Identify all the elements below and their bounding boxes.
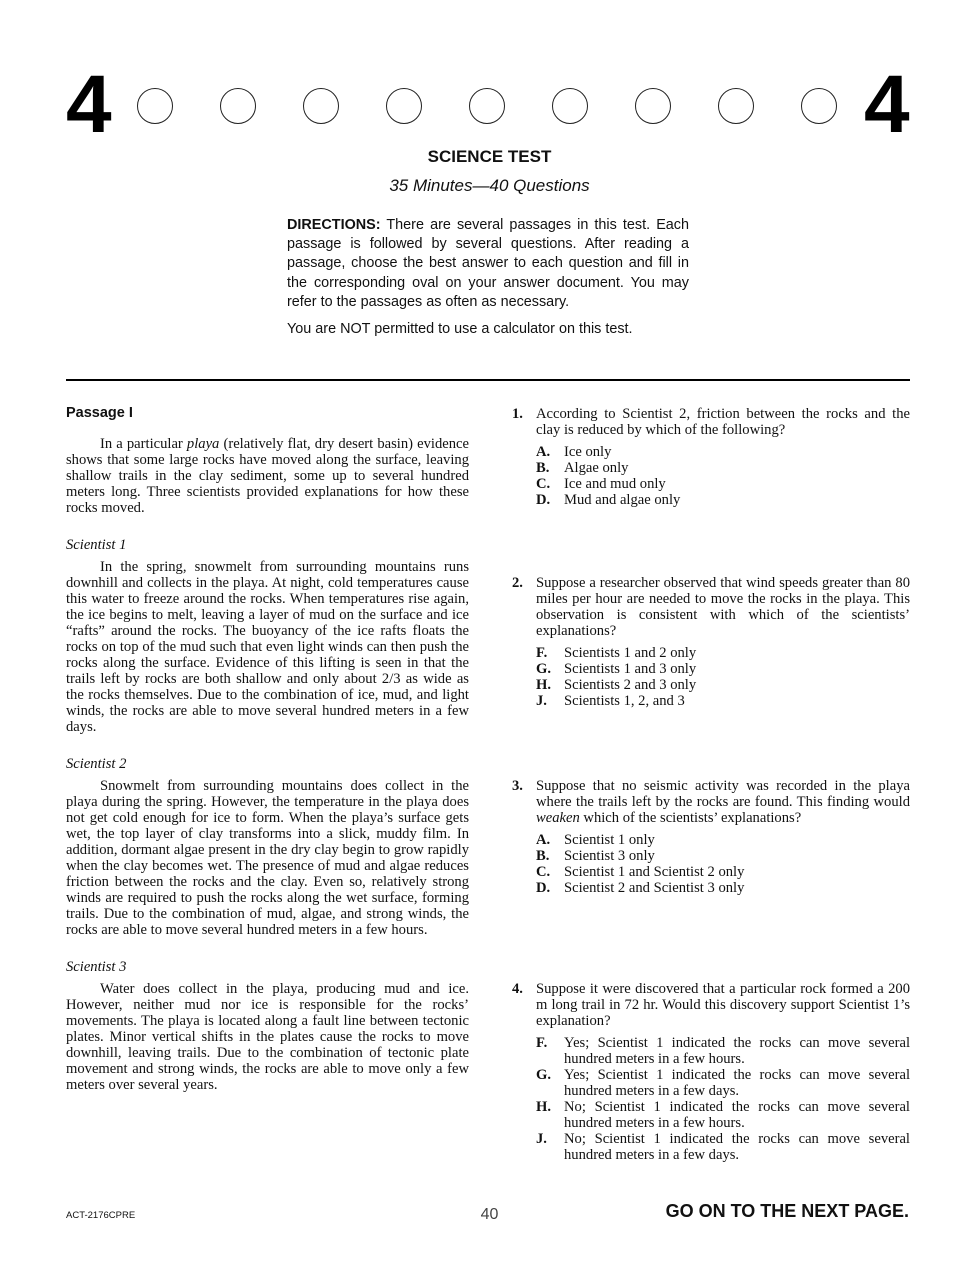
answer-option[interactable] — [536, 832, 910, 848]
option-letter: D. — [536, 880, 551, 896]
option-text: Scientist 1 only — [564, 832, 655, 848]
decorative-oval — [303, 88, 339, 124]
question-number: 2. — [512, 575, 523, 591]
option-text: No; Scientist 1 indicated the rocks can move several hundred meters in a few hours. — [564, 1099, 910, 1131]
answer-option[interactable] — [536, 645, 910, 661]
scientist-paragraph: Water does collect in the playa, producing mud and ice. However, neither mud nor ice is responsible for the rocks’ movements. The playa is located along a fault line between tectonic plates. Minor vertical shifts in the plates cause the rocks to move downhill, leaving trails. Due to the combination of tectonic plate movement and strong winds, the rocks are able to move only a few meters over several years. — [66, 981, 469, 1093]
question-number: 4. — [512, 981, 523, 997]
answer-option[interactable] — [536, 693, 910, 709]
answer-option[interactable] — [536, 1035, 910, 1067]
option-letter: F. — [536, 1035, 548, 1051]
decorative-oval — [718, 88, 754, 124]
option-text: Yes; Scientist 1 indicated the rocks can move several hundred meters in a few days. — [564, 1067, 910, 1099]
answer-option[interactable] — [536, 492, 910, 508]
question-stem — [512, 778, 910, 826]
option-text: No; Scientist 1 indicated the rocks can move several hundred meters in a few days. — [564, 1131, 910, 1163]
answer-option[interactable] — [536, 848, 910, 864]
question-text-part: which of the scientists’ explanations? — [579, 810, 802, 826]
option-letter: J. — [536, 1131, 547, 1147]
passage-intro-text: (relatively flat, dry desert basin) evidence shows that some large rocks have moved along the surface, leaving shallow trails in the clay sediment, some up to several hundred meters long. Three scientists provided explanations for how these rocks moved. — [66, 436, 469, 516]
option-text: Scientists 2 and 3 only — [564, 677, 697, 693]
option-letter: F. — [536, 645, 548, 661]
answer-option[interactable] — [536, 460, 910, 476]
option-text: Scientist 3 only — [564, 848, 655, 864]
question-text: Suppose it were discovered that a particular rock formed a 200 m long trail in 72 hr. Would this discovery support Scientist 1’s explanation? — [536, 981, 910, 1029]
scientist-paragraph: In the spring, snowmelt from surrounding mountains runs downhill and collects in the playa. At night, cold temperatures cause this water to freeze around the rocks. When temperatures rise again, the ice begins to melt, leaving a layer of mud on the surface and ice “rafts” around the rocks. The buoyancy of the ice rafts floats the rocks on top of the mud such that even light winds can then push the rocks along the surface. Evidence of this lifting is seen in that the trails left by rocks are both shallow and only about 2/3 as wide as the rocks themselves. Due to the combination of ice, mud, and light winds, the rocks are able to move several hundred meters in a few days. — [66, 559, 469, 735]
option-text: Scientist 2 and Scientist 3 only — [564, 880, 745, 896]
section-number-left: 4 — [66, 59, 112, 150]
page-number: 40 — [480, 1206, 499, 1223]
option-letter: A. — [536, 832, 551, 848]
test-title: SCIENCE TEST — [427, 147, 552, 166]
go-on-next-page: GO ON TO THE NEXT PAGE. — [665, 1201, 909, 1221]
option-letter: C. — [536, 476, 551, 492]
question-3 — [512, 778, 910, 896]
option-text: Scientists 1, 2, and 3 — [564, 693, 685, 709]
answer-option[interactable] — [536, 476, 910, 492]
question-number: 3. — [512, 778, 523, 794]
answer-option[interactable] — [536, 1131, 910, 1163]
option-text: Mud and algae only — [564, 492, 681, 508]
passage-intro-term: playa — [186, 436, 220, 452]
answer-option[interactable] — [536, 1099, 910, 1131]
decorative-oval — [220, 88, 256, 124]
passage-column — [66, 404, 469, 1093]
decorative-oval — [635, 88, 671, 124]
answer-option[interactable] — [536, 880, 910, 896]
answer-options — [536, 645, 910, 709]
option-letter: J. — [536, 693, 547, 709]
passage-intro — [66, 436, 469, 516]
option-text: Algae only — [564, 460, 629, 476]
question-emphasis: weaken — [536, 810, 580, 826]
option-text: Scientists 1 and 2 only — [564, 645, 697, 661]
directions-block — [287, 216, 689, 347]
scientist-heading: Scientist 3 — [66, 959, 127, 975]
form-code: ACT-2176CPRE — [66, 1210, 136, 1221]
option-letter: C. — [536, 864, 551, 880]
option-letter: H. — [536, 677, 551, 693]
option-text: Scientists 1 and 3 only — [564, 661, 697, 677]
passage-intro-text: In a particular — [100, 436, 187, 452]
question-stem — [512, 575, 910, 639]
question-text — [536, 778, 910, 826]
question-1 — [512, 406, 910, 508]
section-number-right: 4 — [864, 59, 910, 150]
scientist-heading: Scientist 2 — [66, 756, 127, 772]
test-subtitle: 35 Minutes—40 Questions — [389, 176, 590, 195]
option-text: Scientist 1 and Scientist 2 only — [564, 864, 745, 880]
option-letter: H. — [536, 1099, 551, 1115]
question-text: According to Scientist 2, friction between the rocks and the clay is reduced by which of the following? — [536, 406, 910, 438]
scientist-paragraph: Snowmelt from surrounding mountains does collect in the playa during the spring. However, the temperature in the playa does not get cold enough for ice to form. When the playa’s surface gets wet, the top layer of clay transforms into a slick, muddy film. In addition, dormant algae present in the dry clay begin to grow rapidly when the clay becomes wet. The presence of mud and algae reduces friction between the rocks and the clay. Even so, relatively strong winds are required to push the rocks along the wet surface, forming trails. Due to the combination of mud, algae, and strong winds, the rocks are able to move several hundred meters in a few hours. — [66, 778, 469, 938]
question-2 — [512, 575, 910, 709]
option-text: Yes; Scientist 1 indicated the rocks can move several hundred meters in a few hours. — [564, 1035, 910, 1067]
horizontal-divider — [66, 379, 910, 381]
question-4 — [512, 981, 910, 1163]
option-text: Ice and mud only — [564, 476, 666, 492]
decorative-oval — [552, 88, 588, 124]
question-text: Suppose a researcher observed that wind speeds greater than 80 miles per hour are needed to move the rocks in the playa. This observation is consistent with which of the scientists’ explanations? — [536, 575, 910, 639]
question-number: 1. — [512, 406, 523, 422]
option-text: Ice only — [564, 444, 612, 460]
answer-option[interactable] — [536, 677, 910, 693]
option-letter: B. — [536, 460, 550, 476]
option-letter: A. — [536, 444, 551, 460]
answer-options — [536, 832, 910, 896]
answer-option[interactable] — [536, 661, 910, 677]
directions-paragraph — [287, 216, 689, 312]
option-letter: D. — [536, 492, 551, 508]
question-stem — [512, 981, 910, 1029]
answer-option[interactable] — [536, 1067, 910, 1099]
passage-title: Passage I — [66, 405, 133, 421]
answer-options — [536, 444, 910, 508]
directions-text: There are several passages in this test. Each passage is followed by several questions. After reading a passage, choose the best answer to each question and fill in the corresponding oval on your answer document. You may refer to the passages as often as necessary. — [287, 217, 689, 310]
answer-option[interactable] — [536, 864, 910, 880]
answer-options — [536, 1035, 910, 1163]
decorative-oval — [137, 88, 173, 124]
option-letter: G. — [536, 661, 551, 677]
question-stem — [512, 406, 910, 438]
option-letter: B. — [536, 848, 550, 864]
scientist-heading: Scientist 1 — [66, 537, 127, 553]
decorative-oval — [386, 88, 422, 124]
answer-option[interactable] — [536, 444, 910, 460]
question-text-part: Suppose that no seismic activity was recorded in the playa where the trails left by the rocks are found. This finding would — [536, 778, 910, 810]
directions-label: DIRECTIONS: — [287, 217, 381, 233]
decorative-oval — [801, 88, 837, 124]
calculator-note: You are NOT permitted to use a calculator on this test. — [287, 321, 633, 338]
option-letter: G. — [536, 1067, 551, 1083]
decorative-oval — [469, 88, 505, 124]
